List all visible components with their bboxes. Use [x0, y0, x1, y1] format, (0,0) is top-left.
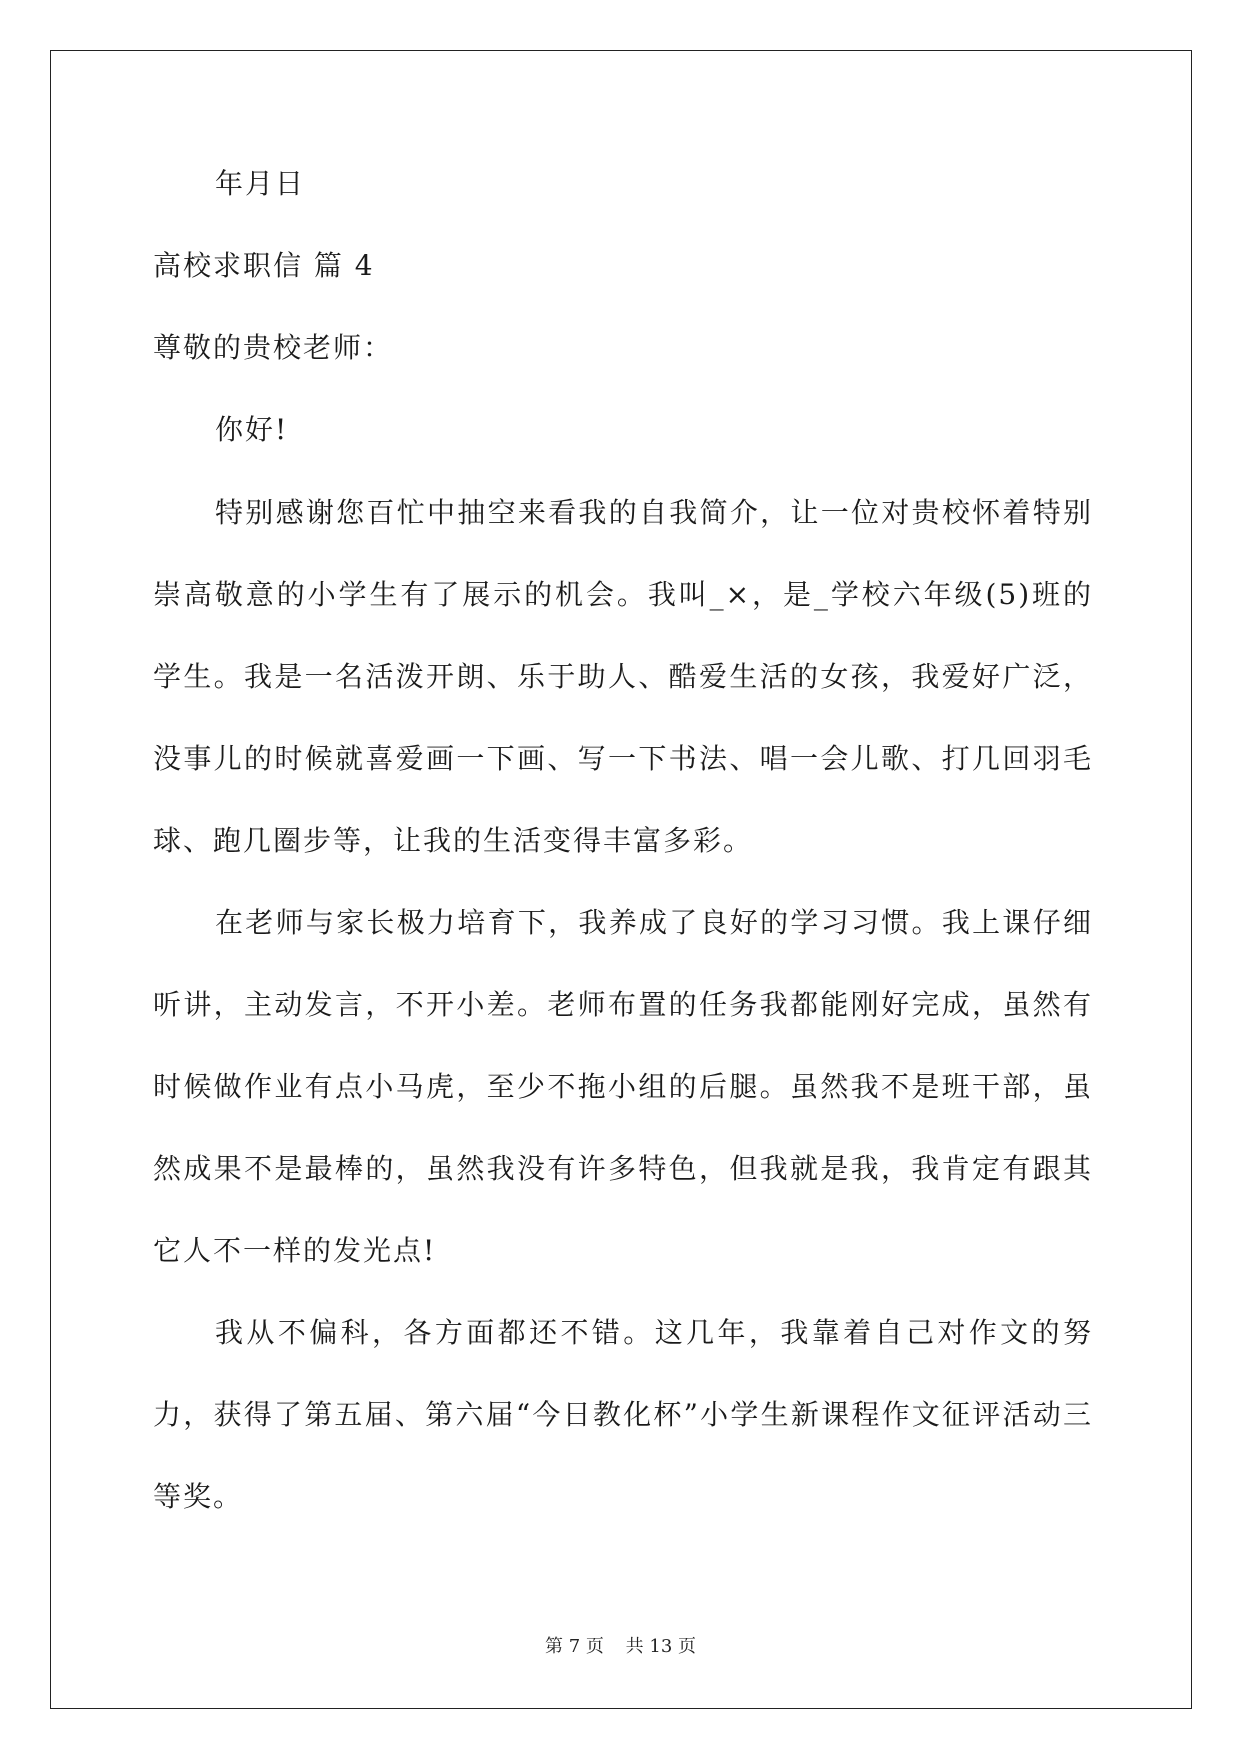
date-line: 年月日 — [215, 167, 306, 200]
paragraph-2: 在老师与家长极力培育下，我养成了良好的学习习惯。我上课仔细听讲，主动发言，不开小差。老师布置的任务我都能刚好完成，虽然有时候做作业有点小马虎，至少不拖小组的后腿。虽然我不是班干部，虽然成果不是最棒的，虽然我没有许多特色，但我就是我，我肯定有跟其它人不一样的发光点! — [153, 906, 1093, 1267]
page-total: 共 13 页 — [625, 1636, 696, 1657]
section-title: 高校求职信 篇 4 — [153, 249, 375, 282]
page-number: 第 7 页 — [545, 1636, 604, 1657]
page-footer — [0, 1632, 1241, 1658]
salutation: 尊敬的贵校老师： — [153, 331, 394, 364]
greeting: 你好! — [215, 413, 289, 446]
paragraph-1: 特别感谢您百忙中抽空来看我的自我简介，让一位对贵校怀着特别崇高敬意的小学生有了展示的机会。我叫_×，是_学校六年级(5)班的学生。我是一名活泼开朗、乐于助人、酷爱生活的女孩，我爱好广泛，没事儿的时候就喜爱画一下画、写一下书法、唱一会儿歌、打几回羽毛球、跑几圈步等，让我的生活变得丰富多彩。 — [153, 496, 1093, 857]
document-body — [153, 164, 1093, 1538]
paragraph-3: 我从不偏科，各方面都还不错。这几年，我靠着自己对作文的努力，获得了第五届、第六届“今日教化杯”小学生新课程作文征评活动三等奖。 — [153, 1316, 1093, 1513]
